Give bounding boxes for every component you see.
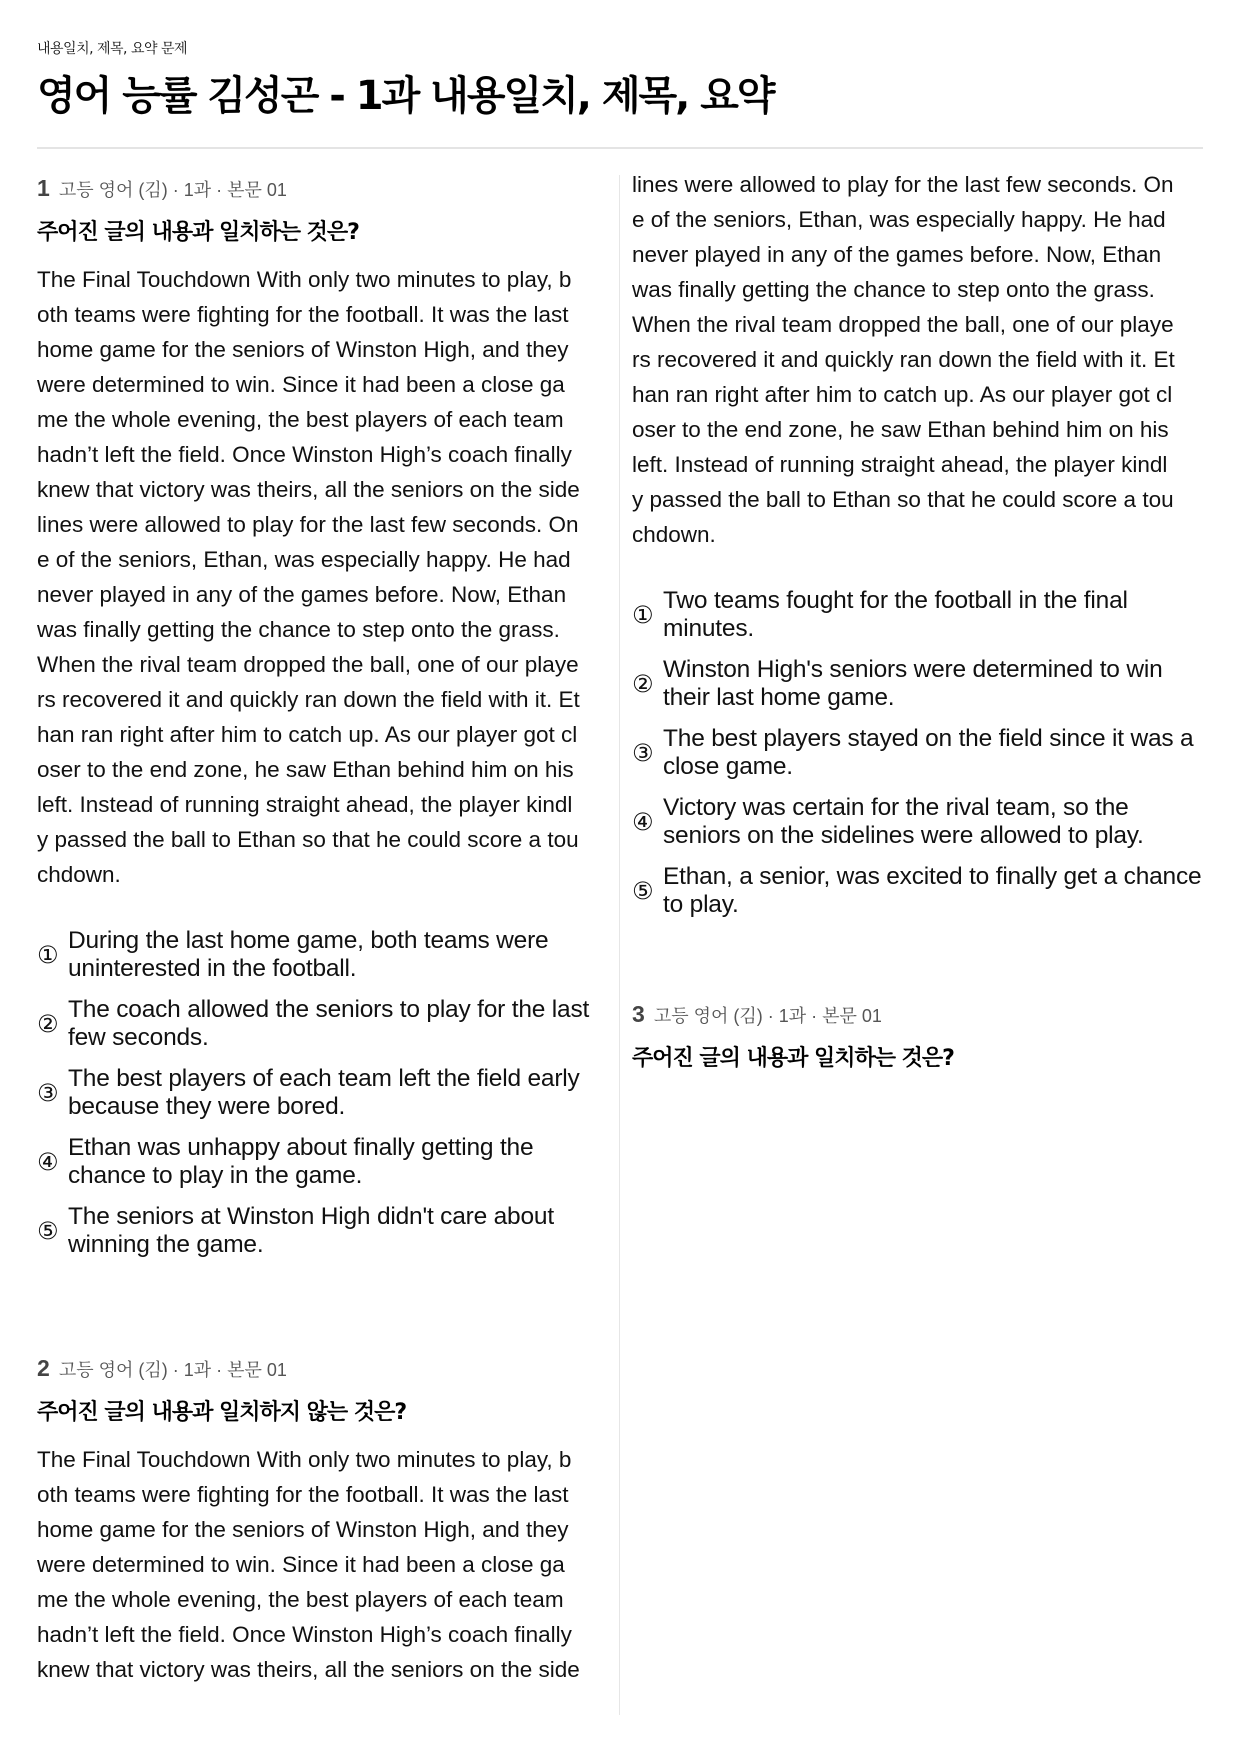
left-column [37, 174, 608, 1682]
passage-line: y passed the ball to Ethan so that he could score a tou [632, 487, 1174, 512]
passage-line: lines were allowed to play for the last few seconds. On [37, 512, 579, 537]
choice-text: Ethan was unhappy about finally getting the chance to play in the game. [68, 1133, 534, 1189]
passage-line: When the rival team dropped the ball, one of our playe [37, 652, 579, 677]
question-2 [37, 1354, 608, 1687]
answer-choice-3[interactable] [632, 724, 1203, 781]
choice-text: The seniors at Winston High didn't care about winning the game. [68, 1202, 554, 1258]
choice-marker: ② [632, 669, 654, 698]
choice-text: The best players of each team left the field early because they were bored. [68, 1064, 580, 1120]
passage-line: The Final Touchdown With only two minutes to play, b [37, 1447, 572, 1472]
choice-marker: ① [632, 600, 654, 629]
choice-text: During the last home game, both teams were uninterested in the football. [68, 926, 549, 982]
passage-line: chdown. [37, 862, 121, 887]
passage-line: e of the seniors, Ethan, was especially happy. He had [37, 547, 571, 572]
choice-marker: ① [37, 940, 59, 969]
answer-choice-1[interactable] [37, 926, 608, 983]
choice-text: The best players stayed on the field since it was a close game. [663, 724, 1194, 780]
passage-line: oser to the end zone, he saw Ethan behind him on his [632, 417, 1169, 442]
passage-line: oth teams were fighting for the football. It was the last [37, 302, 569, 327]
passage [37, 262, 608, 892]
choice-text: Ethan, a senior, was excited to finally get a chance to play. [663, 862, 1202, 918]
passage-line: home game for the seniors of Winston High, and they [37, 337, 569, 362]
choice-text: Two teams fought for the football in the final minutes. [663, 586, 1128, 642]
column-divider [619, 175, 620, 1715]
passage-line: was finally getting the chance to step onto the grass. [37, 617, 560, 642]
passage-line: left. Instead of running straight ahead, the player kindl [37, 792, 573, 817]
question-header [37, 174, 608, 202]
choice-marker: ② [37, 1009, 59, 1038]
question-2-continued [632, 167, 1203, 931]
passage-continued [632, 167, 1203, 552]
passage-line: were determined to win. Since it had been a close ga [37, 1552, 565, 1577]
choice-marker: ③ [632, 738, 654, 767]
question-prompt: 주어진 글의 내용과 일치하는 것은? [37, 220, 359, 245]
passage-line: was finally getting the chance to step onto the grass. [632, 277, 1155, 302]
passage-line: me the whole evening, the best players of each team [37, 407, 564, 432]
passage-line: chdown. [632, 522, 716, 547]
answer-choices [37, 926, 608, 1259]
passage-line: The Final Touchdown With only two minutes to play, b [37, 267, 572, 292]
question-1 [37, 174, 608, 1259]
question-number: 2 [37, 1355, 50, 1381]
passage-line: y passed the ball to Ethan so that he could score a tou [37, 827, 579, 852]
answer-choice-4[interactable] [37, 1133, 608, 1190]
answer-choice-3[interactable] [37, 1064, 608, 1121]
answer-choices [632, 586, 1203, 919]
answer-choice-2[interactable] [37, 995, 608, 1052]
passage-line: When the rival team dropped the ball, one of our playe [632, 312, 1174, 337]
question-3 [632, 1000, 1203, 1074]
choice-marker: ④ [37, 1147, 59, 1176]
passage-line: rs recovered it and quickly ran down the field with it. Et [632, 347, 1175, 372]
passage-line: never played in any of the games before. Now, Ethan [632, 242, 1162, 267]
passage [37, 1442, 608, 1687]
passage-line: left. Instead of running straight ahead, the player kindl [632, 452, 1168, 477]
passage-line: han ran right after him to catch up. As our player got cl [632, 382, 1173, 407]
passage-line: me the whole evening, the best players of each team [37, 1587, 564, 1612]
question-number: 3 [632, 1001, 645, 1027]
choice-text: The coach allowed the seniors to play for the last few seconds. [68, 995, 590, 1051]
passage-line: home game for the seniors of Winston High, and they [37, 1517, 569, 1542]
passage-line: were determined to win. Since it had been a close ga [37, 372, 565, 397]
choice-marker: ④ [632, 807, 654, 836]
answer-choice-2[interactable] [632, 655, 1203, 712]
passage-line: hadn’t left the field. Once Winston High’s coach finally [37, 1622, 572, 1647]
passage-line: e of the seniors, Ethan, was especially happy. He had [632, 207, 1166, 232]
question-meta: 고등 영어 (김) · 1과 · 본문 01 [58, 1360, 287, 1380]
passage-line: oth teams were fighting for the football. It was the last [37, 1482, 569, 1507]
choice-text: Victory was certain for the rival team, so the seniors on the sidelines were allowed to play. [663, 793, 1144, 849]
answer-choice-4[interactable] [632, 793, 1203, 850]
passage-line: han ran right after him to catch up. As our player got cl [37, 722, 578, 747]
choice-marker: ⑤ [37, 1216, 59, 1245]
passage-line: knew that victory was theirs, all the seniors on the side [37, 477, 580, 502]
question-header [632, 1000, 1203, 1028]
question-prompt: 주어진 글의 내용과 일치하는 것은? [632, 1046, 954, 1071]
choice-marker: ⑤ [632, 876, 654, 905]
passage-line: knew that victory was theirs, all the seniors on the side [37, 1657, 580, 1682]
answer-choice-1[interactable] [632, 586, 1203, 643]
title-divider [37, 147, 1203, 149]
page-title: 영어 능률 김성곤 - 1과 내용일치, 제목, 요약 [37, 73, 774, 119]
question-header [37, 1354, 608, 1382]
choice-text: Winston High's seniors were determined to win their last home game. [663, 655, 1163, 711]
passage-line: never played in any of the games before. Now, Ethan [37, 582, 567, 607]
question-prompt: 주어진 글의 내용과 일치하지 않는 것은? [37, 1400, 407, 1425]
passage-line: rs recovered it and quickly ran down the field with it. Et [37, 687, 580, 712]
question-meta: 고등 영어 (김) · 1과 · 본문 01 [58, 180, 287, 200]
passage-line: lines were allowed to play for the last few seconds. On [632, 172, 1174, 197]
question-meta: 고등 영어 (김) · 1과 · 본문 01 [653, 1006, 882, 1026]
passage-line: oser to the end zone, he saw Ethan behind him on his [37, 757, 574, 782]
page-subtitle: 내용일치, 제목, 요약 문제 [37, 41, 187, 57]
passage-line: hadn’t left the field. Once Winston High’s coach finally [37, 442, 572, 467]
choice-marker: ③ [37, 1078, 59, 1107]
question-number: 1 [37, 175, 50, 201]
answer-choice-5[interactable] [632, 862, 1203, 919]
answer-choice-5[interactable] [37, 1202, 608, 1259]
